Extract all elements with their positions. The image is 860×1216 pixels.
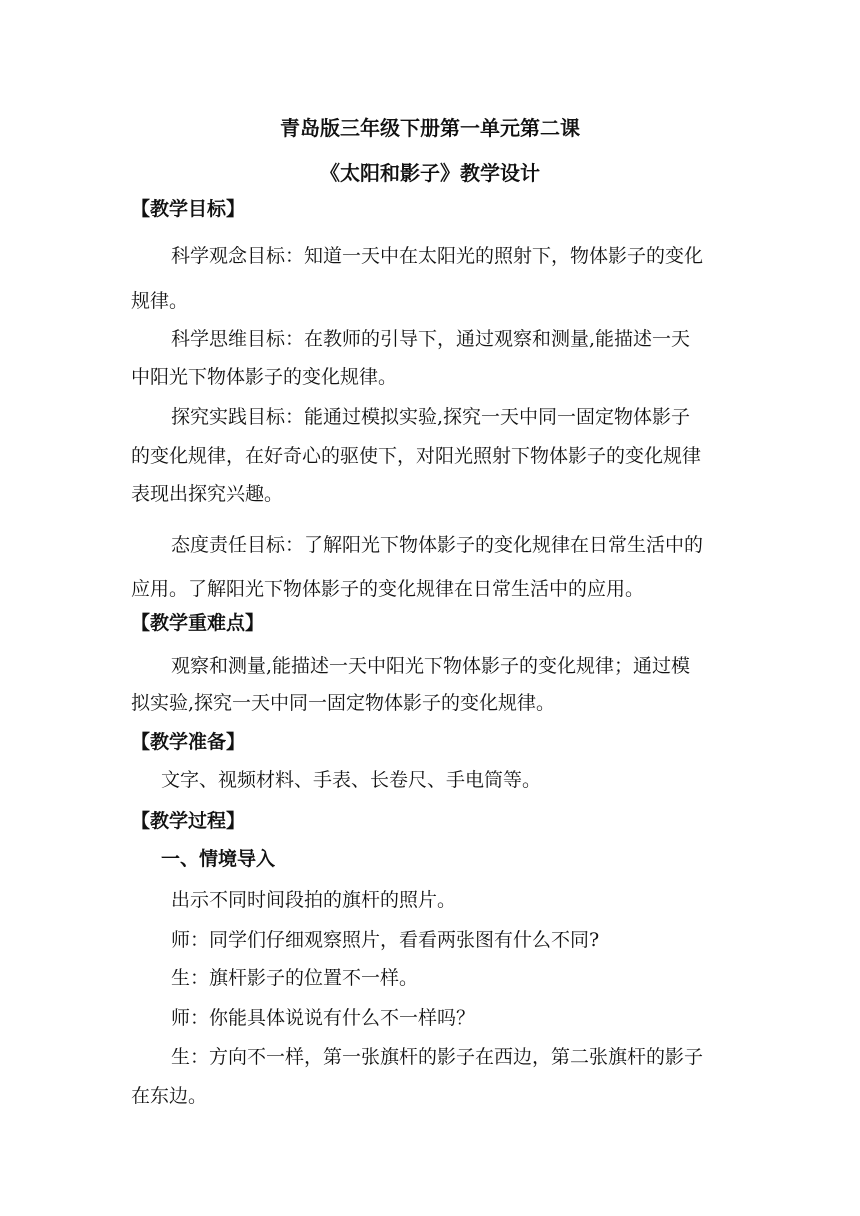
document-title-line1: 青岛版三年级下册第一单元第二课 (280, 116, 580, 140)
section-heading-keypoints: 【教学重难点】 (131, 612, 265, 634)
paragraph-line: 态度责任目标：了解阳光下物体影子的变化规律在日常生活中的 (171, 534, 704, 556)
paragraph-line: 规律。 (131, 290, 189, 312)
paragraph-line: 探究实践目标：能通过模拟实验,探究一天中同一固定物体影子 (171, 406, 691, 428)
subsection-heading-intro: 一、情境导入 (161, 848, 276, 870)
paragraph-line: 科学思维目标：在教师的引导下，通过观察和测量,能描述一天 (171, 328, 691, 350)
paragraph-line: 拟实验,探究一天中同一固定物体影子的变化规律。 (131, 692, 556, 714)
paragraph-line: 文字、视频材料、手表、长卷尺、手电筒等。 (161, 769, 542, 791)
paragraph-line: 应用。了解阳光下物体影子的变化规律在日常生活中的应用。 (131, 578, 645, 600)
document-title-line2: 《太阳和影子》教学设计 (320, 161, 540, 185)
paragraph-line: 生：旗杆影子的位置不一样。 (171, 967, 419, 989)
paragraph-line: 科学观念目标：知道一天中在太阳光的照射下，物体影子的变化 (171, 245, 704, 267)
paragraph-line: 在东边。 (131, 1085, 208, 1107)
paragraph-line: 师：同学们仔细观察照片，看看两张图有什么不同? (171, 929, 600, 951)
paragraph-line: 师：你能具体说说有什么不一样吗？ (171, 1007, 476, 1029)
section-heading-preparation: 【教学准备】 (131, 731, 246, 753)
paragraph-line: 表现出探究兴趣。 (131, 483, 284, 505)
paragraph-line: 生：方向不一样，第一张旗杆的影子在西边，第二张旗杆的影子 (171, 1046, 704, 1068)
paragraph-line: 的变化规律，在好奇心的驱使下，对阳光照射下物体影子的变化规律 (131, 445, 702, 467)
section-heading-objectives: 【教学目标】 (131, 198, 246, 220)
section-heading-process: 【教学过程】 (131, 810, 246, 832)
paragraph-line: 中阳光下物体影子的变化规律。 (131, 366, 398, 388)
paragraph-line: 出示不同时间段拍的旗杆的照片。 (171, 889, 457, 911)
paragraph-line: 观察和测量,能描述一天中阳光下物体影子的变化规律；通过模 (171, 655, 691, 677)
